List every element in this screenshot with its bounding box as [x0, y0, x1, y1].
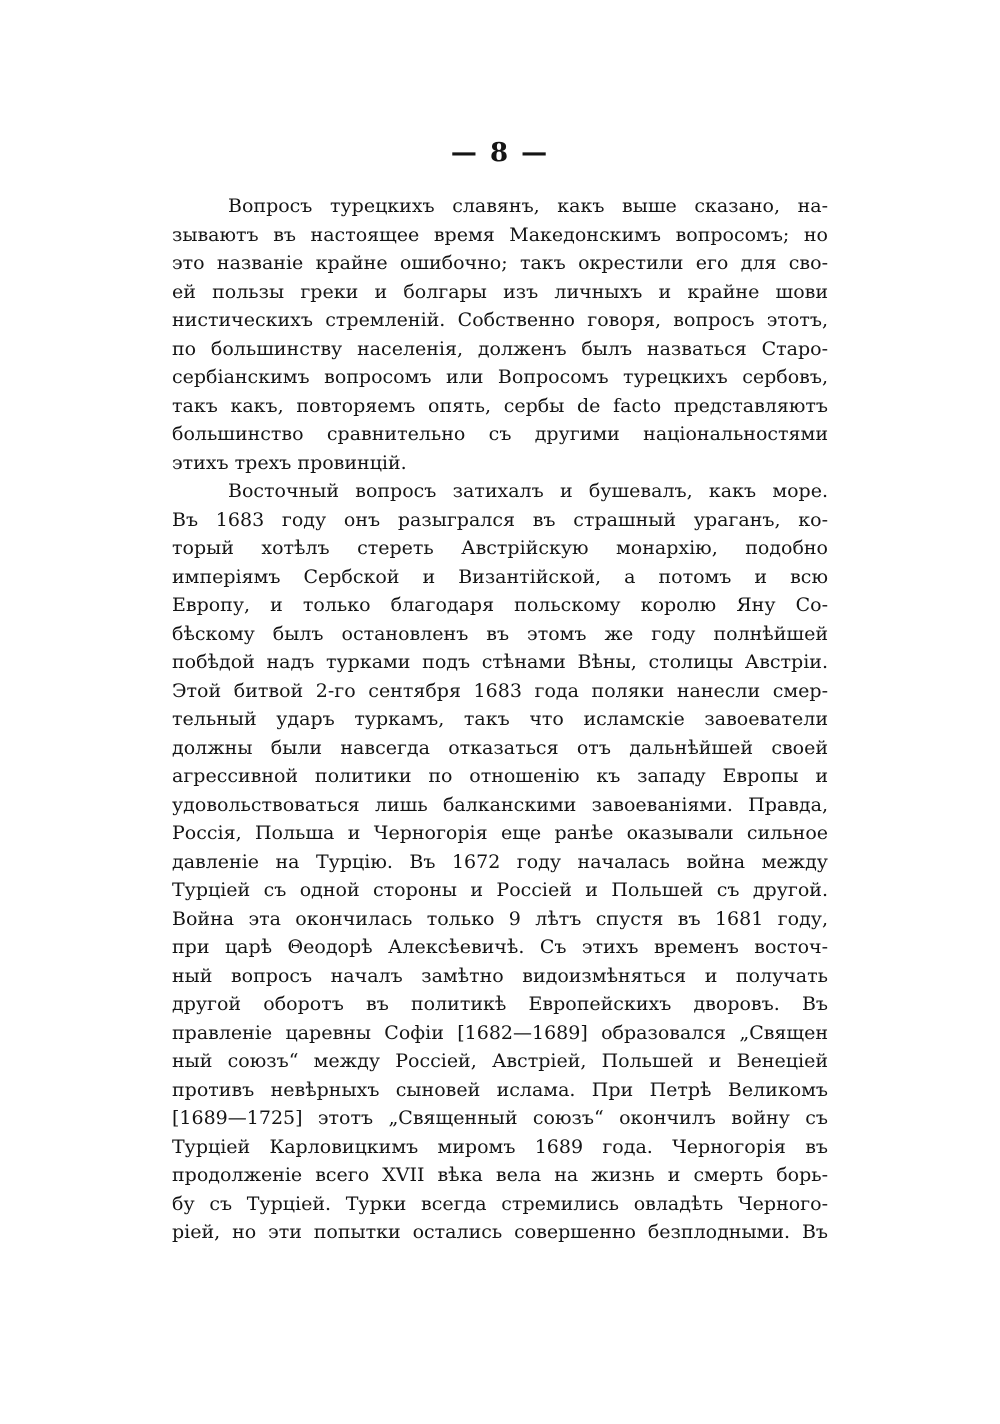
- text-line: по большинству населенія, долженъ былъ назваться Старо-: [172, 337, 828, 360]
- text-line: это названіе крайне ошибочно; такъ окрестили его для сво-: [172, 252, 828, 274]
- body-text: [172, 192, 828, 1247]
- text-line: зываютъ въ настоящее время Македонскимъ вопросомъ; но: [172, 223, 828, 246]
- text-line: [1689—1725] этотъ „Священный союзъ“ окончилъ войну съ: [172, 1107, 828, 1129]
- text-line: такъ какъ, повторяемъ опять, сербы de facto представляютъ: [172, 394, 828, 417]
- text-line: Этой битвой 2-го сентября 1683 года поляки нанесли смер-: [172, 679, 828, 702]
- text-line: Восточный вопросъ затихалъ и бушевалъ, какъ море.: [228, 480, 828, 502]
- text-line: нистическихъ стремленій. Собственно говоря, вопросъ этотъ,: [172, 309, 828, 331]
- text-line: Россія, Польша и Черногорія еще ранѣе оказывали сильное: [172, 822, 828, 844]
- text-line: при царѣ Θеодорѣ Алексѣевичѣ. Съ этихъ временъ восточ-: [172, 936, 828, 958]
- text-line: ный вопросъ началъ замѣтно видоизмѣняться и получать: [172, 964, 828, 987]
- text-line: торый хотѣлъ стереть Австрійскую монархію, подобно: [172, 537, 828, 559]
- text-line: противъ невѣрныхъ сыновей ислама. При Петрѣ Великомъ: [172, 1078, 828, 1101]
- text-line: Турціей съ одной стороны и Россіей и Польшей съ другой.: [172, 879, 828, 901]
- text-line: побѣдой надъ турками подъ стѣнами Вѣны, столицы Австріи.: [172, 651, 828, 673]
- text-line: Въ 1683 году онъ разыгрался въ страшный ураганъ, ко-: [172, 508, 828, 531]
- text-line: Европу, и только благодаря польскому королю Яну Со-: [172, 594, 828, 616]
- text-line: сербіанскимъ вопросомъ или Вопросомъ турецкихъ сербовъ,: [172, 366, 828, 388]
- text-line: тельный ударъ туркамъ, такъ что исламскіе завоеватели: [172, 708, 828, 730]
- page-number: — 8 —: [450, 138, 550, 168]
- text-line: другой оборотъ въ политикѣ Европейскихъ дворовъ. Въ: [172, 993, 828, 1015]
- text-line: имперіямъ Сербской и Византійской, а потомъ и всю: [172, 565, 828, 588]
- text-line: Война эта окончилась только 9 лѣтъ спустя въ 1681 году,: [172, 907, 828, 930]
- text-line: бу съ Турціей. Турки всегда стремились овладѣть Черного-: [172, 1192, 828, 1215]
- text-line: ей пользы греки и болгары изъ личныхъ и крайне шови: [172, 280, 828, 303]
- text-line: должны были навсегда отказаться отъ дальнѣйшей своей: [172, 736, 828, 759]
- text-line: Вопросъ турецкихъ славянъ, какъ выше сказано, на-: [228, 195, 828, 217]
- text-line: продолженіе всего XVII вѣка вела на жизнь и смерть борь-: [172, 1164, 828, 1186]
- text-line: агрессивной политики по отношенію къ западу Европы и: [172, 765, 828, 787]
- text-line: ріей, но эти попытки остались совершенно безплодными. Въ: [172, 1221, 828, 1243]
- text-line: этихъ трехъ провинцій.: [172, 451, 407, 474]
- paragraph: [172, 477, 828, 1247]
- text-line: давленіе на Турцію. Въ 1672 году началась война между: [172, 850, 828, 873]
- text-line: бѣскому былъ остановленъ въ этомъ же году полнѣйшей: [172, 622, 828, 645]
- text-line: большинство сравнительно съ другими національностями: [172, 423, 828, 445]
- text-line: правленіе царевны Софіи [1682—1689] образовался „Священ: [172, 1021, 828, 1044]
- paragraph: [172, 192, 828, 477]
- text-line: Турціей Карловицкимъ миромъ 1689 года. Черногорія въ: [172, 1135, 828, 1158]
- text-line: ный союзъ“ между Россіей, Австріей, Польшей и Венеціей: [172, 1050, 828, 1072]
- text-line: удовольствоваться лишь балканскими завоеваніями. Правда,: [172, 793, 828, 816]
